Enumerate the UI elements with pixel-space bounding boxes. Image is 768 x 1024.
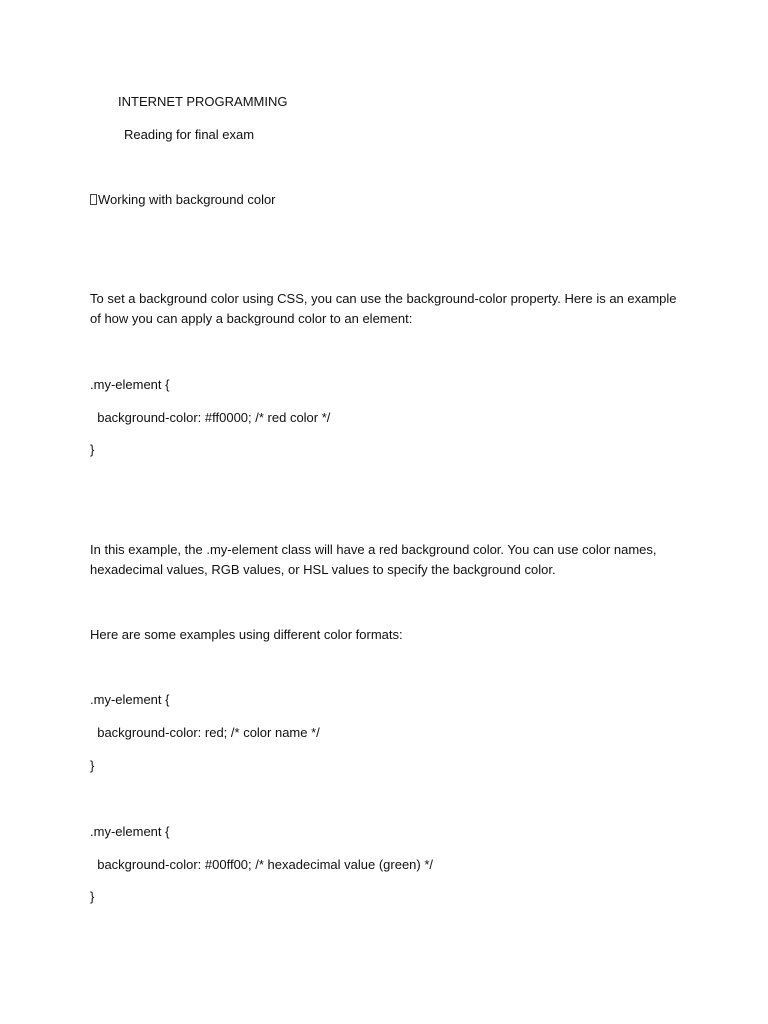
code-block-2-open: .my-element { xyxy=(90,692,170,707)
explanation-paragraph: In this example, the .my-element class will have a red background color. You can use color names, hexadecimal values, RGB values, or HSL values to specify the background color. xyxy=(90,542,657,577)
code-block-1-close: } xyxy=(90,442,95,457)
document-subtitle: Reading for final exam xyxy=(124,127,255,142)
code-block-1-open: .my-element { xyxy=(90,377,170,392)
missing-glyph-icon xyxy=(90,194,97,205)
section-heading xyxy=(90,190,276,210)
examples-intro: Here are some examples using different color formats: xyxy=(90,627,403,642)
code-block-2-body: background-color: red; /* color name */ xyxy=(90,725,320,740)
code-block-2-close: } xyxy=(90,758,95,773)
section-heading-text: Working with background color xyxy=(98,192,276,207)
document-title: INTERNET PROGRAMMING xyxy=(118,94,288,109)
intro-paragraph: To set a background color using CSS, you can use the background-color property. Here is an example of how you can apply a background color to an element: xyxy=(90,291,677,326)
code-block-1-body: background-color: #ff0000; /* red color */ xyxy=(90,410,331,425)
code-block-3-open: .my-element { xyxy=(90,824,170,839)
code-block-3-body: background-color: #00ff00; /* hexadecimal value (green) */ xyxy=(90,857,434,872)
code-block-3-close: } xyxy=(90,889,95,904)
